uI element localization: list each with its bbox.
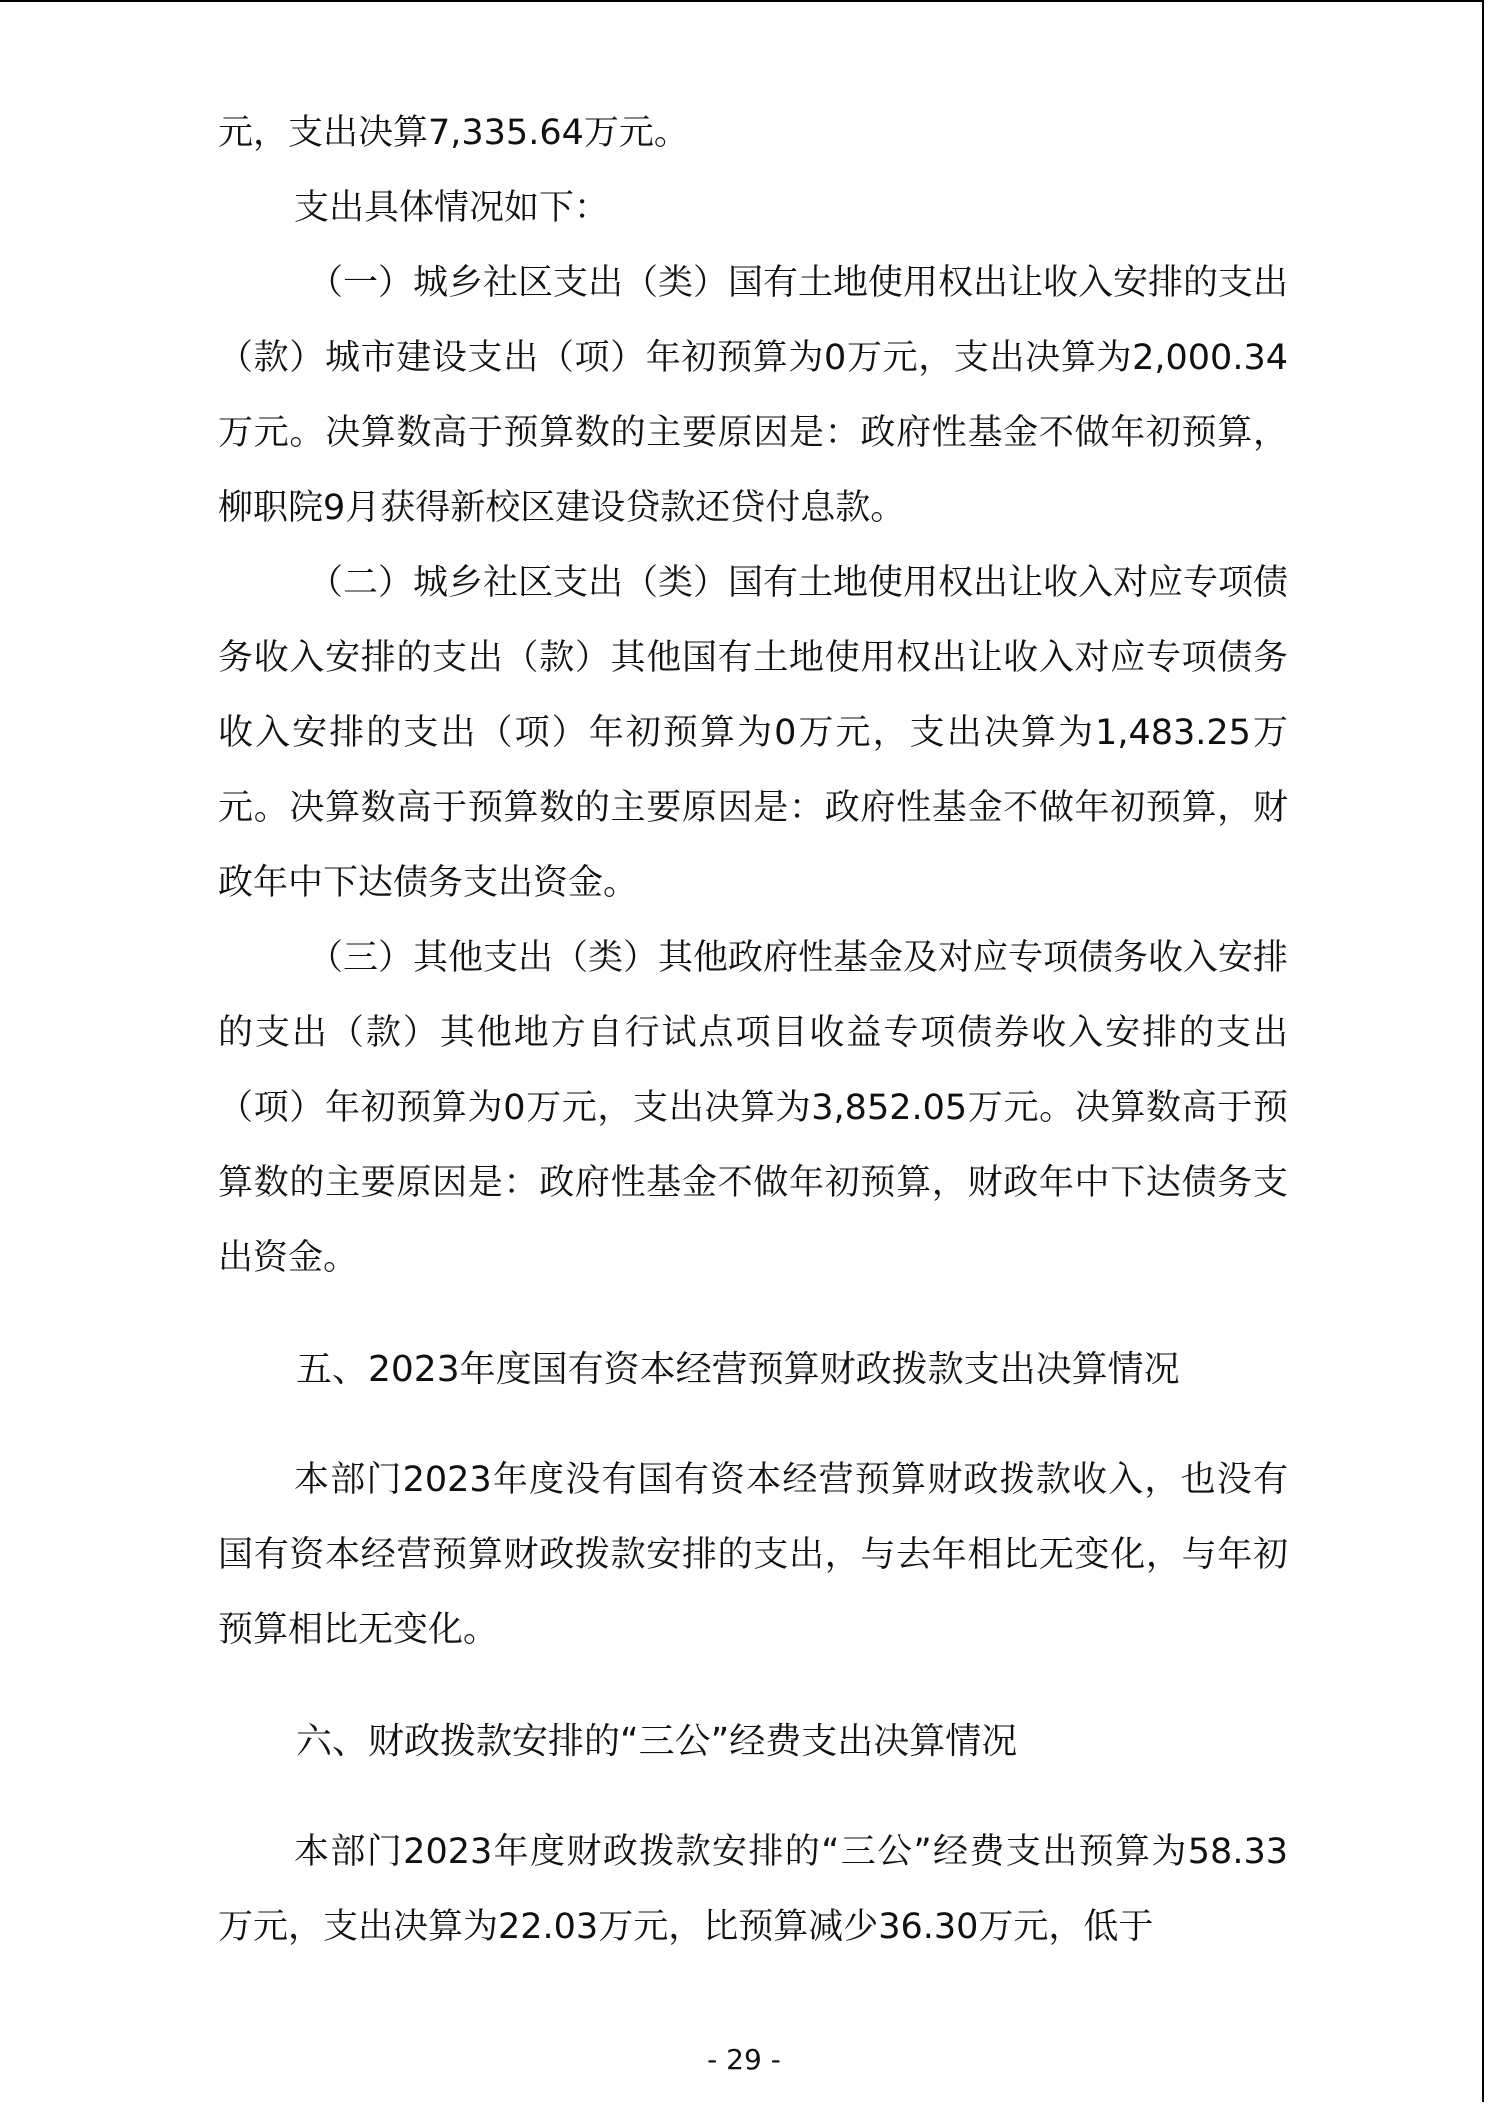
- paragraph-continuation: 元，支出决算7,335.64万元。: [218, 113, 689, 153]
- paragraph-item-3: （三）其他支出（类）其他政府性基金及对应专项债务收入安排的支出（款）其他地方自行试点项目收益专项债券收入安排的支出（项）年初预算为0万元，支出决算为3,852.05万元。决算数高于预算数的主要原因是：政府性基金不做年初预算，财政年中下达债务支出资金。: [218, 938, 1289, 1278]
- section-heading-5: 五、2023年度国有资本经营预算财政拨款支出决算情况: [296, 1349, 1180, 1390]
- paragraph-section-6: 本部门2023年度财政拨款安排的“三公”经费支出预算为58.33万元，支出决算为22.03万元，比预算减少36.30万元，低于: [218, 1832, 1288, 1947]
- paragraph-item-1: （一）城乡社区支出（类）国有土地使用权出让收入安排的支出（款）城市建设支出（项）年初预算为0万元，支出决算为2,000.34万元。决算数高于预算数的主要原因是：政府性基金不做年初预算，柳职院9月获得新校区建设贷款还贷付息款。: [218, 263, 1289, 528]
- paragraph-section-5: 本部门2023年度没有国有资本经营预算财政拨款收入，也没有国有资本经营预算财政拨款安排的支出，与去年相比无变化，与年初预算相比无变化。: [218, 1460, 1288, 1650]
- paragraph-intro: 支出具体情况如下：: [294, 188, 610, 228]
- section-heading-6: 六、财政拨款安排的“三公”经费支出决算情况: [296, 1721, 1018, 1762]
- page-number: - 29 -: [707, 2043, 781, 2076]
- document-body: [218, 96, 1288, 1965]
- paragraph-item-2: （二）城乡社区支出（类）国有土地使用权出让收入对应专项债务收入安排的支出（款）其他国有土地使用权出让收入对应专项债务收入安排的支出（项）年初预算为0万元，支出决算为1,483.25万元。决算数高于预算数的主要原因是：政府性基金不做年初预算，财政年中下达债务支出资金。: [218, 563, 1289, 903]
